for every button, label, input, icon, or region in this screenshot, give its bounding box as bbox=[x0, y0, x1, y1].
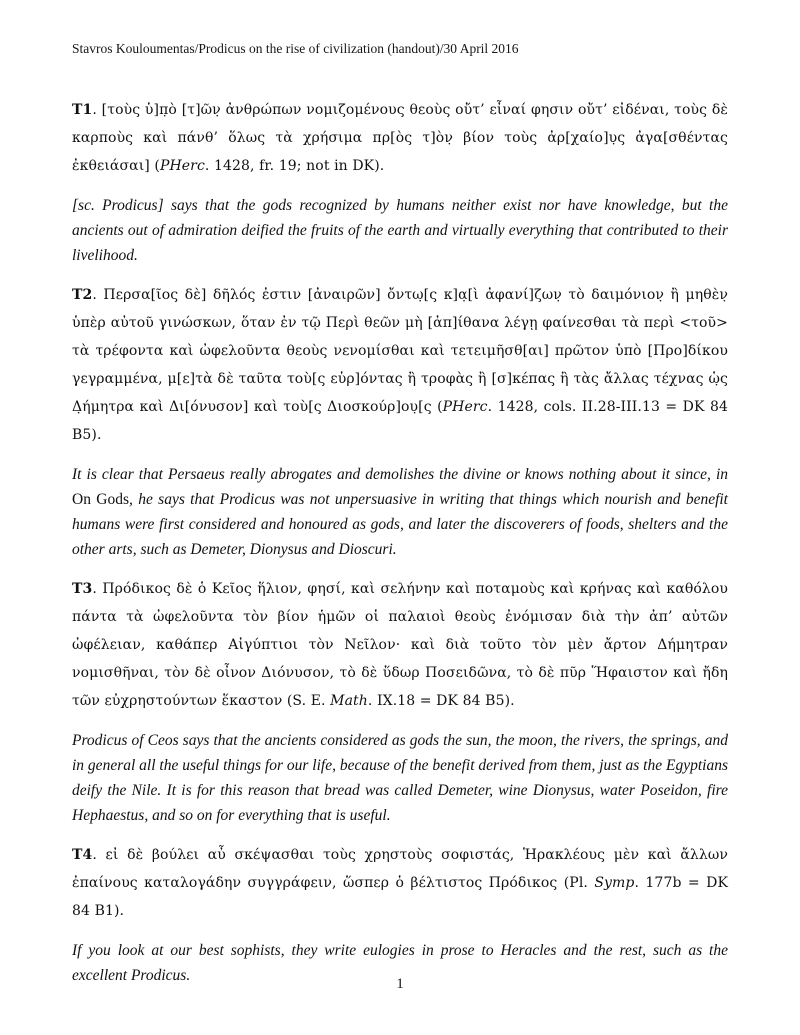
text-run: PHerc bbox=[159, 158, 205, 174]
running-header: Stavros Kouloumentas/Prodicus on the rise of civilization (handout)/30 April 2016 bbox=[72, 41, 519, 56]
passage-label: T4 bbox=[72, 847, 93, 863]
page-number: 1 bbox=[396, 976, 404, 992]
passage-t4-greek bbox=[72, 841, 728, 925]
text-run: . Πρόδικος δὲ ὁ Κεῖος ἥλιον, φησί, καὶ σελήνην καὶ ποταμοὺς καὶ κρήνας καὶ καθόλου πάντα τὰ ὠφελοῦντα τὸν βίον ἡμῶν οἱ παλαιοὶ θεοὺς ἐνόμισαν διὰ τὴν ἀπ’ αὐτῶν ὠφέλειαν, καθάπερ Αἰγύπτιοι τὸν Νεῖλον· καὶ διὰ τοῦτο τὸν μὲν ἄρτον Δήμητραν νομισθῆναι, τὸν δὲ οἶνον Διόνυσον, τὸ δὲ ὕδωρ Ποσειδῶνα, τὸ δὲ πῦρ Ἥφαιστον καὶ ἤδη τῶν εὐχρηστούντων ἕκαστον (S. E. bbox=[72, 581, 728, 709]
passage-t1-translation bbox=[72, 193, 728, 268]
passage-t3-greek bbox=[72, 575, 728, 715]
text-run: It is clear that Persaeus really abrogates and demolishes the divine or knows nothing about it since, in bbox=[72, 466, 728, 483]
text-run: . [τοὺς ὑ]π̣ὸ [τ]ῶν̣ ἀνθρώπων νομιζομένους θεοὺς οὔτ’ εἶναί φησιν οὔτ’ εἰδέναι, τοὺς δὲ καρποὺς καὶ πάνθ’ ὅλως τὰ χρήσιμα πρ[ὸς τ]ὸν̣ βίον τοὺς ἀρ[χαίο]υ̣ς ἀγα[σθέντας ἐκθειάσαι] ( bbox=[72, 102, 728, 174]
text-run: . IX.18 = DK 84 B5). bbox=[367, 693, 515, 709]
text-run: , he says that Prodicus was not unpersuasive in writing that things which nourish and benefit humans were first considered and honoured as gods, and later the discoverers of foods, shelters and the other arts, such as Demeter, Dionysus and Dioscuri. bbox=[72, 491, 728, 558]
passage-t2-translation bbox=[72, 462, 728, 562]
passage-t1-greek bbox=[72, 96, 728, 180]
text-run: . 1428, cols. II.28-III.13 = DK 84 B5). bbox=[72, 399, 728, 443]
passage-t2-greek bbox=[72, 281, 728, 449]
passage-label: T2 bbox=[72, 287, 93, 303]
text-run: Symp bbox=[594, 875, 635, 891]
text-run: PHerc bbox=[442, 399, 488, 415]
text-run: [sc. Prodicus] says that the gods recognized by humans neither exist nor have knowledge, but the ancients out of admiration deified the fruits of the earth and virtually everything that contributed to their livelihood. bbox=[72, 197, 728, 264]
text-run: If you look at our best sophists, they write eulogies in prose to Heracles and the rest, such as the excellent Prodicus. bbox=[72, 942, 728, 984]
text-run: Math bbox=[330, 693, 368, 709]
document-body bbox=[72, 96, 728, 988]
text-run: On Gods bbox=[72, 491, 129, 508]
text-run: . 177b = DK 84 B1). bbox=[72, 875, 729, 919]
passage-label: T3 bbox=[72, 581, 93, 597]
text-run: . 1428, fr. 19; not in DK). bbox=[204, 158, 385, 174]
passage-t3-translation bbox=[72, 728, 728, 828]
text-run: Prodicus of Ceos says that the ancients considered as gods the sun, the moon, the rivers, the springs, and in general all the useful things for our life, because of the benefit derived from them, just as the Egyptians deify the Nile. It is for this reason that bread was called Demeter, wine Dionysus, water Poseidon, fire Hephaestus, and so on for everything that is useful. bbox=[72, 732, 728, 824]
text-run: . εἰ δὲ βούλει αὖ σκέψασθαι τοὺς χρηστοὺς σοφιστάς, Ἡρακλέους μὲν καὶ ἄλλων ἐπαίνους καταλογάδην συγγράφειν, ὥσπερ ὁ βέλτιστος Πρόδικος (Pl. bbox=[72, 847, 728, 891]
passage-label: T1 bbox=[72, 102, 93, 118]
text-run: . Περσα[ῖος δὲ] δῆλός ἐστιν [ἀναιρῶν] ὄντω̣[ς κ]α̣[ὶ ἀφανί]ζων̣ τὸ δαιμόνιον̣ ἢ μηθὲν̣ ὑπὲρ αὐτοῦ γινώσκων, ὅταν ἐν τῷ Περὶ θεῶν μὴ [ἀπ]ίθανα λέγῃ φαίνεσθαι τὰ περὶ <τοῦ> τὰ τρέφοντα καὶ ὠφελοῦντα θεοὺς νενομίσθαι καὶ τετειμῆσθ[αι] πρῶτον ὑπὸ [Προ]δίκου γεγραμμένα, μ[ε]τὰ δὲ ταῦτα τοὺ[ς εὑρ]όντας ἢ τροφὰς ἢ [σ]κέπας ἢ τὰς ἄλλας τέχνας ὡ̣ς Δ̣ήμητρα καὶ Δι[όνυσον] καὶ τοὺ[ς Διοσκούρ]ου̣[ς ( bbox=[72, 287, 728, 415]
